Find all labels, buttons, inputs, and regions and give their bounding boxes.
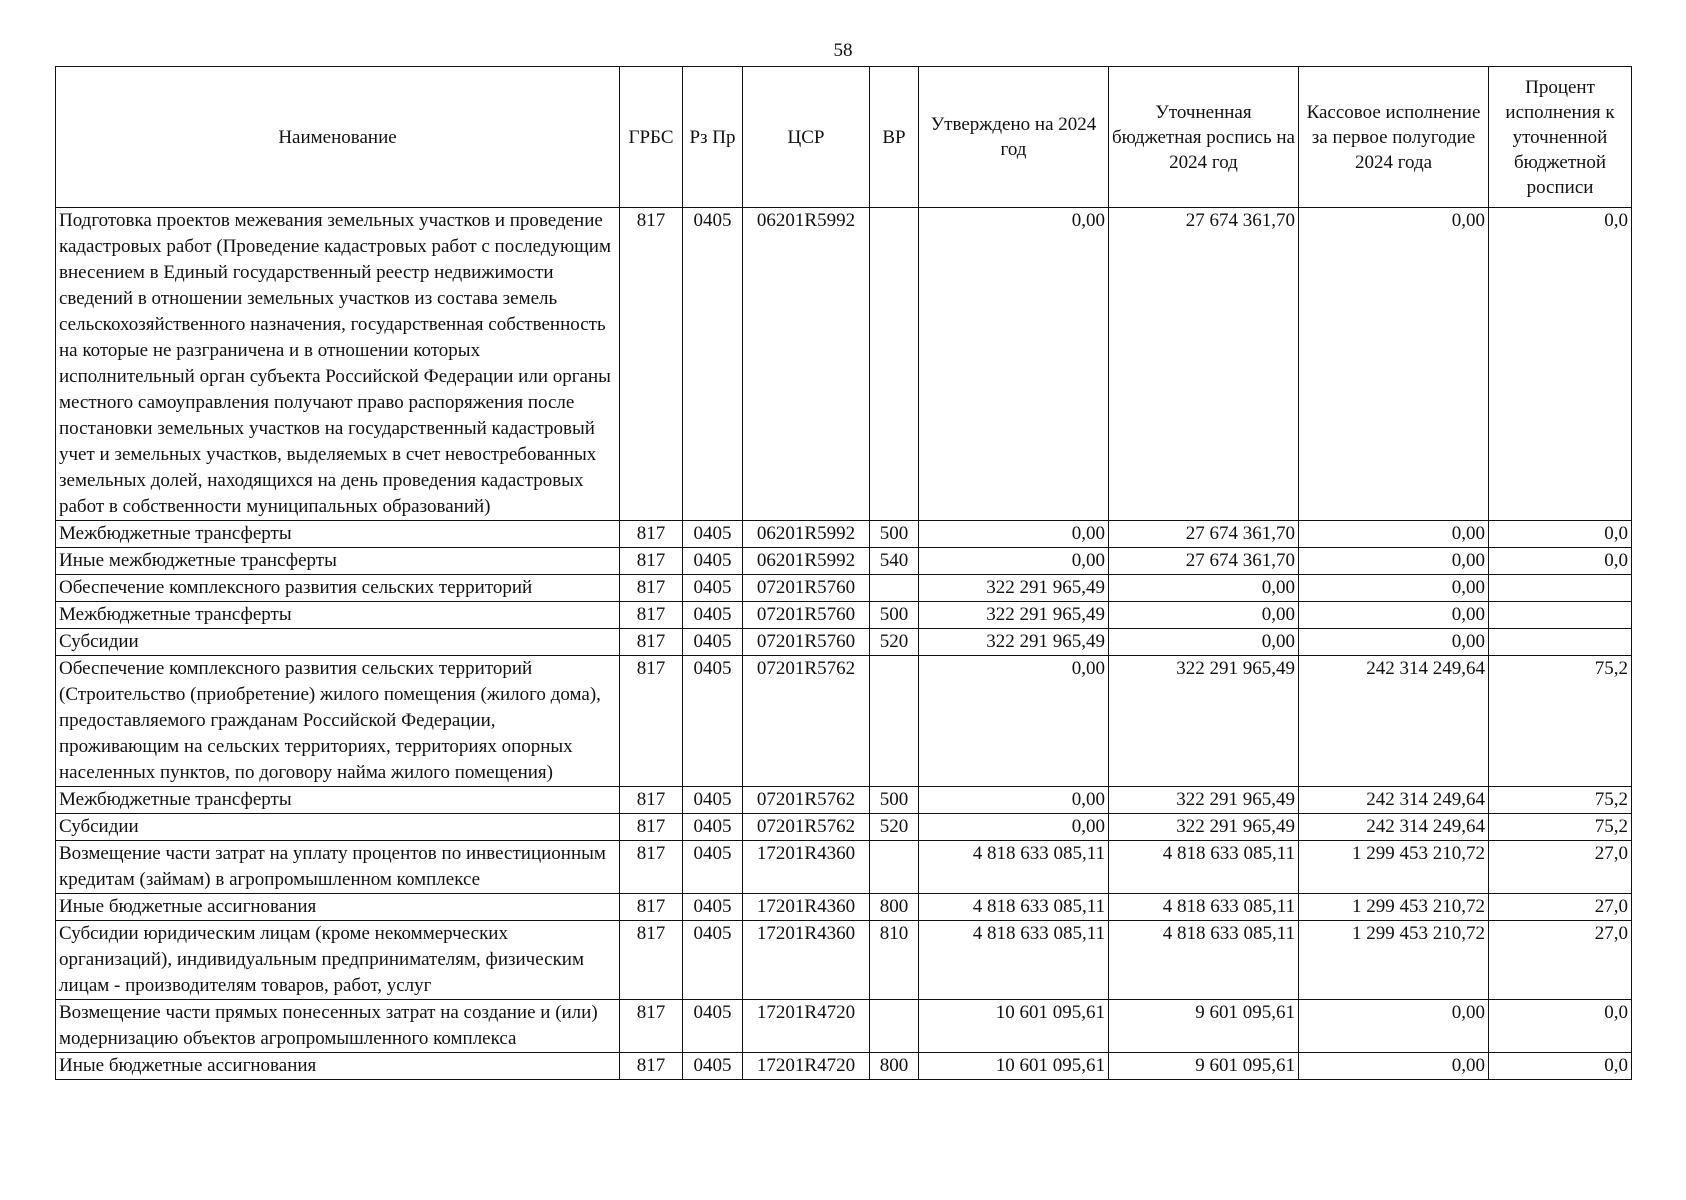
table-row <box>56 521 1632 548</box>
cell-rzpr: 0405 <box>683 841 743 894</box>
header-cash: Кассовое исполнение за первое полугодие 2024 года <box>1299 67 1489 208</box>
cell-grbs: 817 <box>620 602 683 629</box>
cell-vr <box>870 208 919 521</box>
cell-name: Субсидии юридическим лицам (кроме некоммерческих организаций), индивидуальным предпринимателям, физическим лицам - производителям товаров, работ, услуг <box>56 921 620 1000</box>
cell-vr: 800 <box>870 1053 919 1080</box>
cell-grbs: 817 <box>620 814 683 841</box>
cell-approved: 0,00 <box>919 208 1109 521</box>
cell-grbs: 817 <box>620 575 683 602</box>
cell-cash: 0,00 <box>1299 208 1489 521</box>
cell-name: Межбюджетные трансферты <box>56 521 620 548</box>
cell-rzpr: 0405 <box>683 656 743 787</box>
cell-name: Субсидии <box>56 629 620 656</box>
cell-vr <box>870 575 919 602</box>
cell-grbs: 817 <box>620 656 683 787</box>
cell-rzpr: 0405 <box>683 521 743 548</box>
cell-name: Иные бюджетные ассигнования <box>56 1053 620 1080</box>
cell-approved: 322 291 965,49 <box>919 575 1109 602</box>
cell-approved: 4 818 633 085,11 <box>919 841 1109 894</box>
cell-percent: 0,0 <box>1489 1000 1632 1053</box>
cell-approved: 0,00 <box>919 787 1109 814</box>
cell-rzpr: 0405 <box>683 575 743 602</box>
cell-refined: 322 291 965,49 <box>1109 787 1299 814</box>
budget-table <box>55 66 1632 1080</box>
header-name: Наименование <box>56 67 620 208</box>
cell-cash: 0,00 <box>1299 1053 1489 1080</box>
cell-percent <box>1489 575 1632 602</box>
cell-csr: 17201R4360 <box>743 894 870 921</box>
cell-vr: 500 <box>870 602 919 629</box>
cell-cash: 242 314 249,64 <box>1299 814 1489 841</box>
cell-rzpr: 0405 <box>683 1053 743 1080</box>
cell-percent: 27,0 <box>1489 894 1632 921</box>
cell-vr: 520 <box>870 814 919 841</box>
cell-cash: 242 314 249,64 <box>1299 787 1489 814</box>
cell-cash: 0,00 <box>1299 575 1489 602</box>
cell-name: Возмещение части затрат на уплату процентов по инвестиционным кредитам (займам) в агропромышленном комплексе <box>56 841 620 894</box>
table-row <box>56 629 1632 656</box>
cell-rzpr: 0405 <box>683 602 743 629</box>
cell-vr: 500 <box>870 787 919 814</box>
cell-percent: 75,2 <box>1489 814 1632 841</box>
cell-rzpr: 0405 <box>683 208 743 521</box>
cell-rzpr: 0405 <box>683 629 743 656</box>
cell-percent: 0,0 <box>1489 208 1632 521</box>
cell-vr <box>870 656 919 787</box>
cell-refined: 9 601 095,61 <box>1109 1053 1299 1080</box>
cell-refined: 9 601 095,61 <box>1109 1000 1299 1053</box>
header-row <box>56 67 1632 208</box>
cell-csr: 17201R4360 <box>743 921 870 1000</box>
cell-csr: 07201R5762 <box>743 787 870 814</box>
cell-cash: 1 299 453 210,72 <box>1299 921 1489 1000</box>
table-row <box>56 921 1632 1000</box>
table-row <box>56 1053 1632 1080</box>
cell-rzpr: 0405 <box>683 921 743 1000</box>
table-row <box>56 656 1632 787</box>
cell-vr: 520 <box>870 629 919 656</box>
cell-grbs: 817 <box>620 841 683 894</box>
cell-name: Обеспечение комплексного развития сельских территорий <box>56 575 620 602</box>
cell-refined: 322 291 965,49 <box>1109 814 1299 841</box>
cell-cash: 1 299 453 210,72 <box>1299 894 1489 921</box>
cell-cash: 0,00 <box>1299 548 1489 575</box>
cell-grbs: 817 <box>620 1053 683 1080</box>
cell-name: Обеспечение комплексного развития сельских территорий (Строительство (приобретение) жилого помещения (жилого дома), предоставляемого гражданам Российской Федерации, проживающим на сельских территориях, территориях опорных населенных пунктов, по договору найма жилого помещения) <box>56 656 620 787</box>
cell-grbs: 817 <box>620 629 683 656</box>
cell-csr: 07201R5760 <box>743 575 870 602</box>
cell-grbs: 817 <box>620 1000 683 1053</box>
cell-vr: 540 <box>870 548 919 575</box>
table-row <box>56 602 1632 629</box>
cell-cash: 242 314 249,64 <box>1299 656 1489 787</box>
cell-approved: 0,00 <box>919 814 1109 841</box>
cell-percent: 75,2 <box>1489 787 1632 814</box>
cell-cash: 0,00 <box>1299 602 1489 629</box>
cell-refined: 27 674 361,70 <box>1109 548 1299 575</box>
cell-grbs: 817 <box>620 521 683 548</box>
header-refined: Уточненная бюджетная роспись на 2024 год <box>1109 67 1299 208</box>
cell-approved: 0,00 <box>919 521 1109 548</box>
cell-vr: 810 <box>870 921 919 1000</box>
cell-csr: 07201R5760 <box>743 629 870 656</box>
header-approved: Утверждено на 2024 год <box>919 67 1109 208</box>
page-number: 58 <box>833 40 853 61</box>
cell-rzpr: 0405 <box>683 1000 743 1053</box>
cell-name: Подготовка проектов межевания земельных участков и проведение кадастровых работ (Проведение кадастровых работ с последующим внесением в Единый государственный реестр недвижимости сведений в отношении земельных участков из состава земель сельскохозяйственного назначения, государственная собственность на которые не разграничена и в отношении которых исполнительный орган субъекта Российской Федерации или органы местного самоуправления получают право распоряжения после постановки земельных участков на государственный кадастровый учет и земельных участков, выделяемых в счет невостребованных земельных долей, находящихся на день проведения кадастровых работ в собственности муниципальных образований) <box>56 208 620 521</box>
cell-csr: 17201R4720 <box>743 1053 870 1080</box>
cell-refined: 4 818 633 085,11 <box>1109 894 1299 921</box>
cell-grbs: 817 <box>620 921 683 1000</box>
table-row <box>56 548 1632 575</box>
cell-approved: 10 601 095,61 <box>919 1053 1109 1080</box>
cell-grbs: 817 <box>620 894 683 921</box>
cell-csr: 07201R5762 <box>743 656 870 787</box>
cell-refined: 27 674 361,70 <box>1109 208 1299 521</box>
table-row <box>56 1000 1632 1053</box>
cell-csr: 06201R5992 <box>743 208 870 521</box>
cell-percent <box>1489 602 1632 629</box>
cell-refined: 4 818 633 085,11 <box>1109 921 1299 1000</box>
cell-approved: 0,00 <box>919 548 1109 575</box>
header-csr: ЦСР <box>743 67 870 208</box>
table-row <box>56 208 1632 521</box>
cell-rzpr: 0405 <box>683 814 743 841</box>
table-row <box>56 894 1632 921</box>
cell-percent <box>1489 629 1632 656</box>
cell-csr: 17201R4720 <box>743 1000 870 1053</box>
cell-refined: 4 818 633 085,11 <box>1109 841 1299 894</box>
cell-refined: 0,00 <box>1109 629 1299 656</box>
cell-approved: 0,00 <box>919 656 1109 787</box>
cell-csr: 06201R5992 <box>743 521 870 548</box>
cell-cash: 0,00 <box>1299 1000 1489 1053</box>
cell-cash: 0,00 <box>1299 521 1489 548</box>
cell-rzpr: 0405 <box>683 894 743 921</box>
cell-approved: 10 601 095,61 <box>919 1000 1109 1053</box>
cell-cash: 1 299 453 210,72 <box>1299 841 1489 894</box>
cell-csr: 06201R5992 <box>743 548 870 575</box>
table-row <box>56 814 1632 841</box>
cell-refined: 322 291 965,49 <box>1109 656 1299 787</box>
cell-name: Возмещение части прямых понесенных затрат на создание и (или) модернизацию объектов агропромышленного комплекса <box>56 1000 620 1053</box>
cell-percent: 0,0 <box>1489 548 1632 575</box>
cell-name: Иные межбюджетные трансферты <box>56 548 620 575</box>
cell-grbs: 817 <box>620 548 683 575</box>
cell-percent: 0,0 <box>1489 1053 1632 1080</box>
cell-rzpr: 0405 <box>683 548 743 575</box>
cell-name: Иные бюджетные ассигнования <box>56 894 620 921</box>
cell-percent: 27,0 <box>1489 921 1632 1000</box>
cell-vr: 500 <box>870 521 919 548</box>
cell-grbs: 817 <box>620 787 683 814</box>
cell-refined: 0,00 <box>1109 602 1299 629</box>
cell-approved: 4 818 633 085,11 <box>919 894 1109 921</box>
cell-approved: 322 291 965,49 <box>919 629 1109 656</box>
cell-vr <box>870 841 919 894</box>
cell-grbs: 817 <box>620 208 683 521</box>
cell-name: Межбюджетные трансферты <box>56 602 620 629</box>
header-vr: ВР <box>870 67 919 208</box>
cell-approved: 4 818 633 085,11 <box>919 921 1109 1000</box>
cell-name: Субсидии <box>56 814 620 841</box>
header-grbs: ГРБС <box>620 67 683 208</box>
header-rzpr: Рз Пр <box>683 67 743 208</box>
cell-csr: 07201R5760 <box>743 602 870 629</box>
cell-approved: 322 291 965,49 <box>919 602 1109 629</box>
cell-percent: 27,0 <box>1489 841 1632 894</box>
cell-percent: 0,0 <box>1489 521 1632 548</box>
table-row <box>56 841 1632 894</box>
cell-refined: 0,00 <box>1109 575 1299 602</box>
table-row <box>56 787 1632 814</box>
cell-csr: 17201R4360 <box>743 841 870 894</box>
cell-cash: 0,00 <box>1299 629 1489 656</box>
cell-percent: 75,2 <box>1489 656 1632 787</box>
cell-vr: 800 <box>870 894 919 921</box>
cell-name: Межбюджетные трансферты <box>56 787 620 814</box>
cell-vr <box>870 1000 919 1053</box>
table-row <box>56 575 1632 602</box>
header-percent: Процент исполнения к уточненной бюджетной росписи <box>1489 67 1632 208</box>
cell-rzpr: 0405 <box>683 787 743 814</box>
cell-refined: 27 674 361,70 <box>1109 521 1299 548</box>
cell-csr: 07201R5762 <box>743 814 870 841</box>
